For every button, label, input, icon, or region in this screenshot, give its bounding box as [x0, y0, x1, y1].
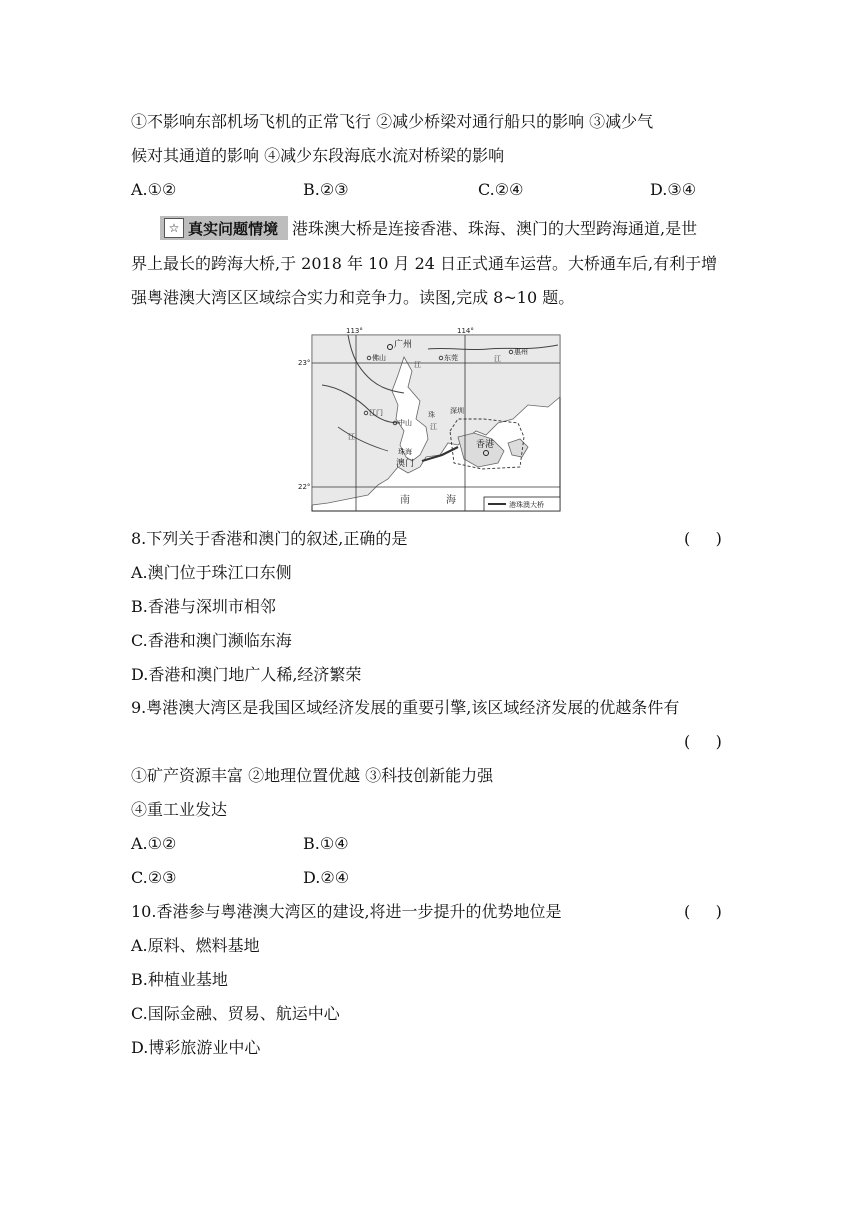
lon-label-114: 114°	[457, 327, 474, 335]
city-label-jiangmen: 江门	[369, 409, 383, 417]
q10-answer-blank[interactable]: ( )	[684, 902, 722, 921]
q9-option-c[interactable]: C.②③	[131, 868, 177, 887]
river-label-2: 江	[494, 355, 501, 363]
q7-statement-line-2: 候对其通道的影响 ④减少东段海底水流对桥梁的影响	[131, 146, 505, 165]
lon-label-113: 113°	[346, 327, 363, 335]
city-label-zhuhai: 珠海	[398, 448, 412, 456]
q10-option-c[interactable]: C.国际金融、贸易、航运中心	[131, 1004, 340, 1023]
lat-label-23: 23°	[298, 359, 311, 367]
q9-stem: 9.粤港澳大湾区是我国区域经济发展的重要引擎,该区域经济发展的优越条件有	[131, 698, 680, 717]
q7-option-c[interactable]: C.②④	[478, 180, 524, 199]
city-label-zhongshan: 中山	[398, 419, 412, 427]
q10-option-d[interactable]: D.博彩旅游业中心	[131, 1038, 261, 1057]
q8-answer-blank[interactable]: ( )	[684, 529, 722, 548]
city-label-huizhou: 惠州	[514, 348, 528, 356]
legend-label: 港珠澳大桥	[509, 501, 544, 509]
q7-option-d[interactable]: D.③④	[650, 180, 697, 199]
q9-option-d[interactable]: D.②④	[303, 868, 350, 887]
city-label-dongguan: 东莞	[444, 354, 458, 362]
q7-option-b[interactable]: B.②③	[303, 180, 349, 199]
context-badge	[160, 216, 288, 240]
river-label-4: 江	[430, 423, 437, 431]
sea-label-hai: 海	[446, 495, 456, 506]
q10-option-a[interactable]: A.原料、燃料基地	[131, 936, 260, 955]
q8-stem: 8.下列关于香港和澳门的叙述,正确的是	[131, 529, 408, 548]
q8-option-c[interactable]: C.香港和澳门濒临东海	[131, 631, 292, 650]
q7-statement-line-1: ①不影响东部机场飞机的正常飞行 ②减少桥梁对通行船只的影响 ③减少气	[131, 112, 654, 131]
star-icon: ☆	[164, 218, 184, 238]
context-line-2: 界上最长的跨海大桥,于 2018 年 10 月 24 日正式通车运营。大桥通车后,有利于增	[131, 254, 718, 273]
river-label-3: 珠	[428, 411, 435, 419]
q8-option-d[interactable]: D.香港和澳门地广人稀,经济繁荣	[131, 665, 362, 684]
q9-items-line-1: ①矿产资源丰富 ②地理位置优越 ③科技创新能力强	[131, 766, 494, 785]
sea-label-nan: 南	[400, 495, 410, 506]
city-label-macao: 澳门	[396, 459, 415, 469]
q9-option-a[interactable]: A.①②	[131, 834, 177, 853]
q8-option-a[interactable]: A.澳门位于珠江口东侧	[131, 563, 292, 582]
q9-answer-blank[interactable]: ( )	[684, 732, 722, 751]
city-label-shenzhen: 深圳	[450, 407, 464, 415]
q10-stem: 10.香港参与粤港澳大湾区的建设,将进一步提升的优势地位是	[131, 902, 562, 921]
river-label-5: 江	[348, 433, 355, 441]
q7-option-a[interactable]: A.①②	[131, 180, 177, 199]
river-label-1: 江	[414, 361, 421, 369]
q8-option-b[interactable]: B.香港与深圳市相邻	[131, 597, 276, 616]
context-badge-label: 真实问题情境	[188, 219, 279, 238]
q9-option-b[interactable]: B.①④	[303, 834, 349, 853]
q9-items-line-2: ④重工业发达	[131, 800, 228, 819]
q10-option-b[interactable]: B.种植业基地	[131, 970, 228, 989]
lat-label-22: 22°	[298, 483, 311, 491]
city-label-foshan: 佛山	[372, 354, 386, 362]
context-line-1: 港珠澳大桥是连接香港、珠海、澳门的大型跨海通道,是世	[292, 219, 698, 238]
city-label-hongkong: 香港	[476, 440, 495, 450]
context-line-3: 强粤港澳大湾区区域综合实力和竞争力。读图,完成 8~10 题。	[131, 288, 575, 307]
city-label-guangzhou: 广州	[394, 340, 413, 350]
pearl-river-delta-map	[298, 327, 562, 515]
